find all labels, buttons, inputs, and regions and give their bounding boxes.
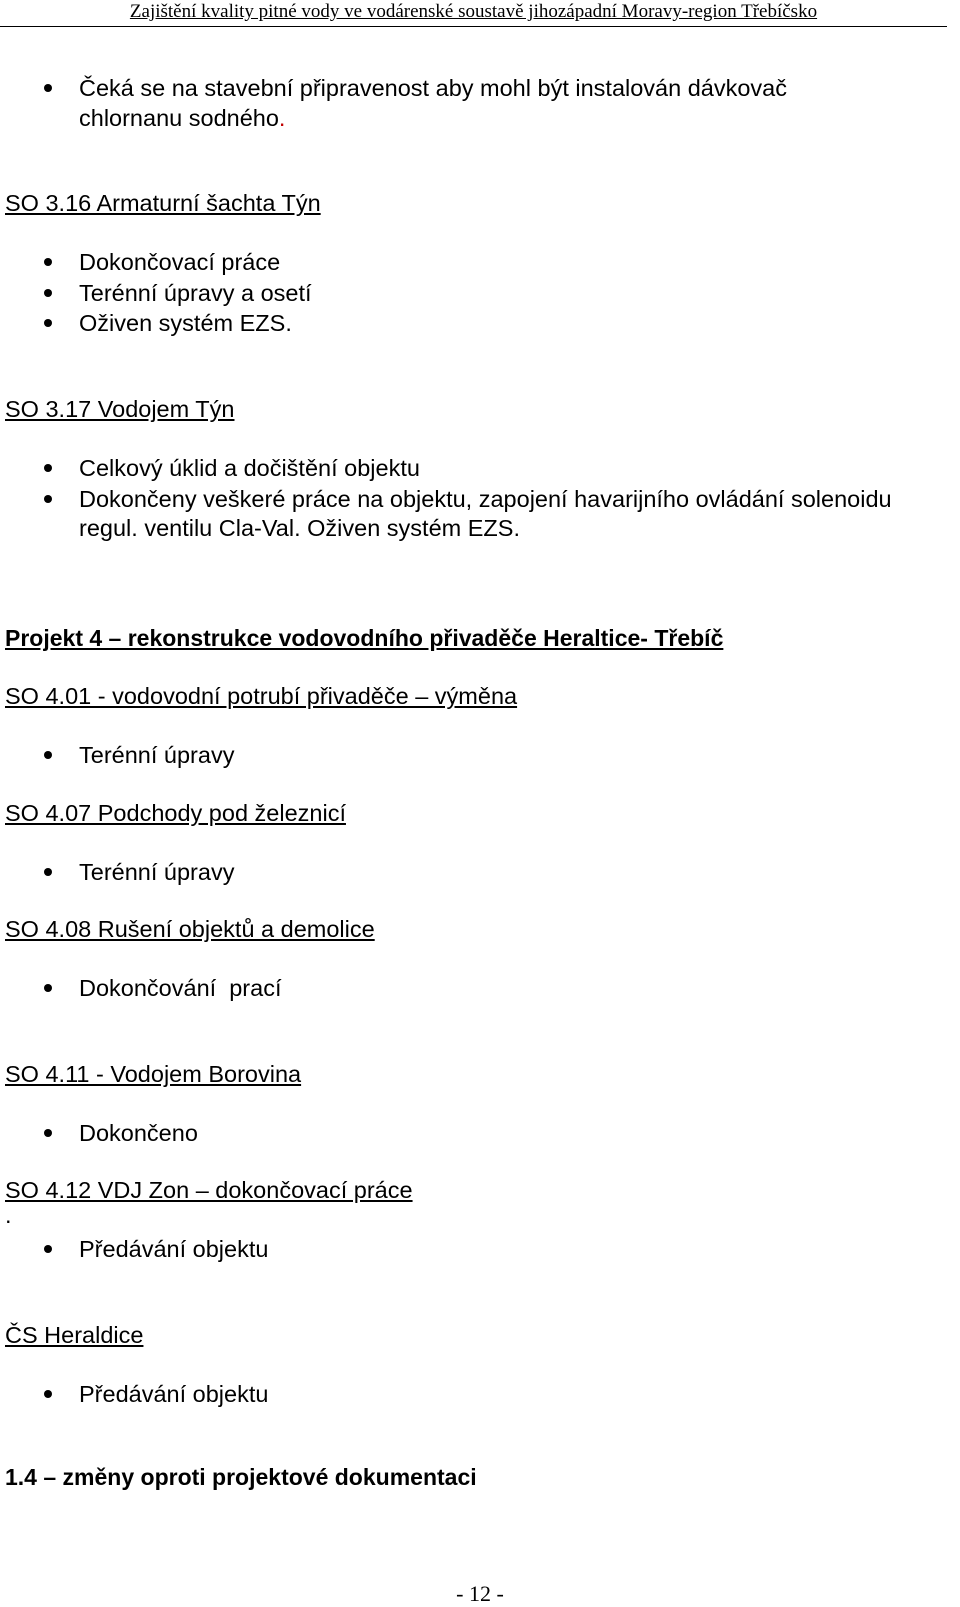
page-number: - 12 - [456, 1581, 504, 1606]
list-item: Předávání objektu [79, 1381, 269, 1407]
list-item: Celkový úklid a dočištění objektu [79, 455, 420, 481]
list-item: Dokončování prací [79, 975, 282, 1001]
list-item: Terénní úpravy a osetí [79, 280, 312, 306]
bullet-icon [44, 868, 52, 876]
section-heading: SO 4.08 Rušení objektů a demolice [5, 916, 375, 942]
bullet-icon [44, 464, 52, 472]
bullet-icon [44, 1245, 52, 1253]
bullet-icon [44, 1390, 52, 1398]
list-item: Předávání objektu [79, 1236, 269, 1262]
list-item: Terénní úpravy [79, 742, 235, 768]
list-item: Dokončeno [79, 1120, 198, 1146]
section-heading: SO 3.16 Armaturní šachta Týn [5, 190, 321, 216]
stray-dot: . [5, 1202, 12, 1228]
bullet-icon [44, 258, 52, 266]
project-heading: Projekt 4 – rekonstrukce vodovodního přivaděče Heraltice- Třebíč [5, 625, 724, 651]
list-item: Oživen systém EZS. [79, 310, 292, 336]
list-item: Dokončovací práce [79, 249, 281, 275]
list-item: Dokončeny veškeré práce na objektu, zapojení havarijního ovládání solenoidu [79, 486, 892, 512]
header-title: Zajištění kvality pitné vody ve vodárenské soustavě jihozápadní Moravy-region Třebíčsko [129, 1, 818, 22]
section-heading: SO 4.11 - Vodojem Borovina [5, 1061, 302, 1087]
bullet-icon [44, 319, 52, 327]
bullet-icon [44, 1129, 52, 1137]
bullet-icon [44, 495, 52, 503]
bullet-icon [44, 84, 52, 92]
section-heading: ČS Heraldice [5, 1322, 144, 1348]
list-item: Terénní úpravy [79, 859, 235, 885]
section-heading: SO 3.17 Vodojem Týn [5, 396, 235, 422]
chapter-heading: 1.4 – změny oproti projektové dokumentaci [5, 1464, 477, 1490]
section-heading: SO 4.01 - vodovodní potrubí přivaděče – výměna [5, 683, 518, 709]
page-header [0, 0, 947, 27]
bullet-icon [44, 984, 52, 992]
section-heading: SO 4.07 Podchody pod železnicí [5, 800, 346, 826]
list-item-continued: regul. ventilu Cla-Val. Oživen systém EZS. [79, 515, 520, 541]
bullet-icon [44, 289, 52, 297]
list-item-text: Čeká se na stavební připravenost aby mohl být instalován dávkovač [79, 75, 788, 101]
bullet-icon [44, 751, 52, 759]
list-item-text-continued: chlornanu sodného. [79, 105, 286, 131]
section-heading: SO 4.12 VDJ Zon – dokončovací práce [5, 1177, 413, 1203]
